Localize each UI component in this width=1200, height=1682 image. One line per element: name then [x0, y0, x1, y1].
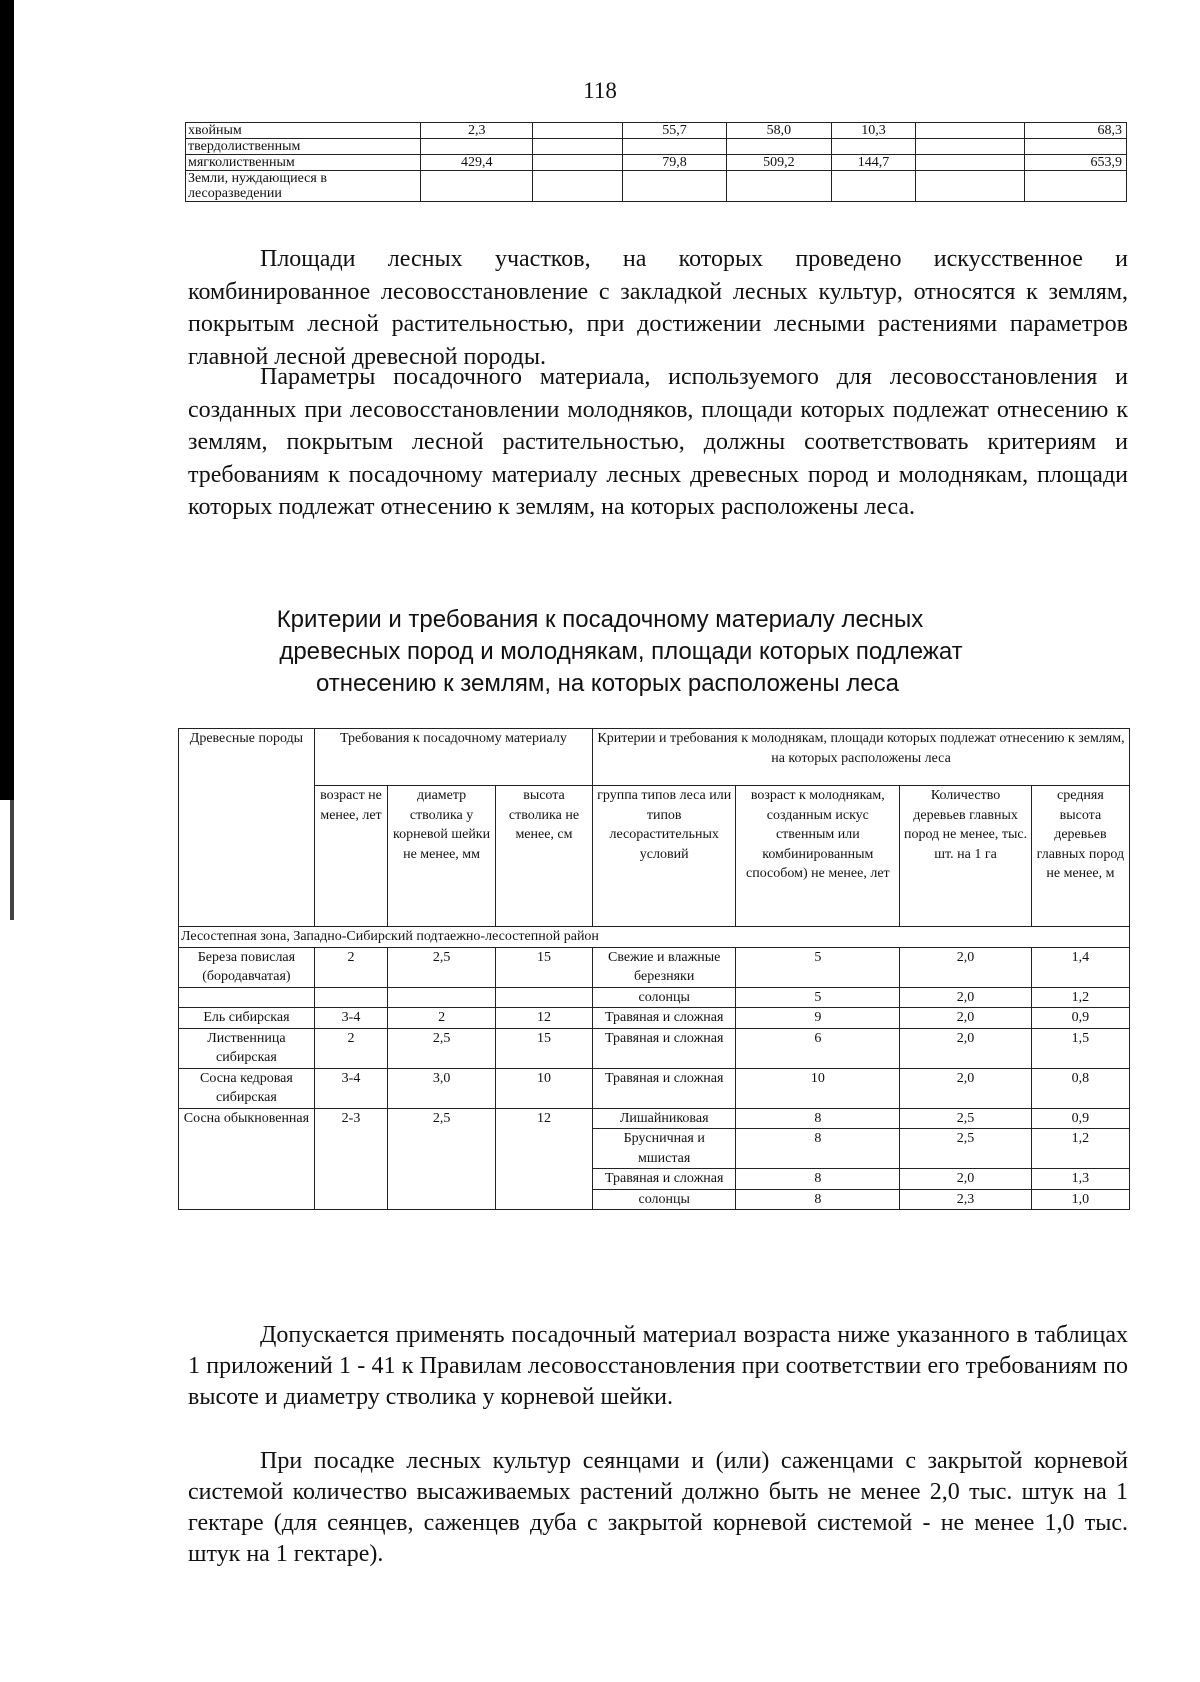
planting-height-empty [495, 987, 592, 1008]
mean-height: 1,5 [1031, 1028, 1129, 1068]
top-table-cell [533, 139, 622, 155]
top-table-cell: 79,8 [622, 155, 726, 171]
planting-height: 15 [495, 947, 592, 987]
youngstock-age: 8 [736, 1169, 900, 1190]
planting-diameter: 2 [388, 1008, 496, 1029]
top-table-cell [1025, 171, 1127, 202]
planting-age: 2 [314, 947, 387, 987]
forest-type: Травяная и сложная [593, 1008, 736, 1029]
top-table-cell [533, 123, 622, 139]
tree-count: 2,0 [900, 1169, 1032, 1190]
top-table-cell [831, 139, 916, 155]
planting-diameter-empty [388, 987, 496, 1008]
mean-height: 0,8 [1031, 1068, 1129, 1108]
forest-type: Травяная и сложная [593, 1169, 736, 1190]
mean-height: 1,2 [1031, 987, 1129, 1008]
top-table-cell: 653,9 [1025, 155, 1127, 171]
youngstock-age: 8 [736, 1108, 900, 1129]
species-row [179, 1068, 1130, 1108]
header-young-age: возраст к молоднякам, созданным искус ственным или комбинированным способом) не менее, лет [736, 786, 900, 927]
top-table-cell [727, 139, 831, 155]
header-tree-count: Количество деревьев главных пород не менее, тыс. шт. на 1 га [900, 786, 1032, 927]
top-table-cell: 2,3 [421, 123, 533, 139]
planting-diameter: 3,0 [388, 1068, 496, 1108]
planting-diameter: 2,5 [388, 1108, 496, 1210]
planting-age: 2 [314, 1028, 387, 1068]
mean-height: 0,9 [1031, 1008, 1129, 1029]
top-table-cell [916, 171, 1025, 202]
top-summary-table [185, 122, 1127, 202]
tree-count: 2,3 [900, 1189, 1032, 1210]
tree-count: 2,0 [900, 1068, 1032, 1108]
paragraph-planting-parameters: Параметры посадочного материала, используемого для лесовосстановления и созданных при лесовосстановлении молодняков, площади которых подлежат отнесению к землям, покрытым лесной растительностью, должны соответствовать критериям и требованиям к посадочному материалу лесных древесных пород и молоднякам, площади которых подлежат отнесению к землям, на которых расположены леса. [188, 364, 1128, 520]
youngstock-age: 9 [736, 1008, 900, 1029]
top-table-cell [622, 171, 726, 202]
youngstock-age: 6 [736, 1028, 900, 1068]
top-table-row-label: хвойным [186, 123, 421, 139]
criteria-table [178, 728, 1130, 1210]
top-table-cell: 509,2 [727, 155, 831, 171]
species-row [179, 1008, 1130, 1029]
youngstock-age: 5 [736, 987, 900, 1008]
species-row [179, 947, 1130, 987]
species-name: Сосна кедровая сибирская [179, 1068, 315, 1108]
youngstock-age: 10 [736, 1068, 900, 1108]
tree-count: 2,0 [900, 987, 1032, 1008]
mean-height: 0,9 [1031, 1108, 1129, 1129]
species-row [179, 1028, 1130, 1068]
top-table-cell [622, 139, 726, 155]
forest-type: Травяная и сложная [593, 1028, 736, 1068]
forest-type: Травяная и сложная [593, 1068, 736, 1108]
paragraph-planting-density: При посадке лесных культур сеянцами и (или) саженцами с закрытой корневой системой количество высаживаемых растений должно быть не менее 2,0 тыс. штук на 1 гектаре (для сеянцев, саженцев дуба с закрытой корневой системой - не менее 1,0 тыс. штук на 1 гектаре). [188, 1448, 1128, 1567]
forest-type: солонцы [593, 987, 736, 1008]
header-mean-height: средняя высота деревьев главных пород не менее, м [1031, 786, 1129, 927]
mean-height: 1,3 [1031, 1169, 1129, 1190]
planting-age: 3-4 [314, 1068, 387, 1108]
page-number: 118 [583, 78, 617, 103]
top-table-cell [916, 155, 1025, 171]
youngstock-age: 8 [736, 1129, 900, 1169]
forest-type: Свежие и влажные березняки [593, 947, 736, 987]
table-title-line-1: Критерии и требования к посадочному материалу лесных [276, 606, 924, 633]
mean-height: 1,4 [1031, 947, 1129, 987]
top-table-cell: 68,3 [1025, 123, 1127, 139]
planting-age: 2-3 [314, 1108, 387, 1210]
planting-diameter: 2,5 [388, 1028, 496, 1068]
top-table-cell: 429,4 [421, 155, 533, 171]
planting-height: 15 [495, 1028, 592, 1068]
table-title-line-3: отнесению к землям, на которых расположены леса [315, 670, 899, 697]
species-name: Береза повислая (бородавчатая) [179, 947, 315, 987]
planting-height: 12 [495, 1008, 592, 1029]
top-table-cell [916, 139, 1025, 155]
forest-type: солонцы [593, 1189, 736, 1210]
species-row [179, 1108, 1130, 1129]
species-name-empty [179, 987, 315, 1008]
zone-row: Лесостепная зона, Западно-Сибирский подтаежно-лесостепной район [179, 927, 1130, 948]
top-table-row [186, 139, 1127, 155]
top-table-cell: 10,3 [831, 123, 916, 139]
planting-height: 10 [495, 1068, 592, 1108]
top-table-row [186, 171, 1127, 202]
top-table-row-label: Земли, нуждающиеся в лесоразведении [186, 171, 421, 202]
top-table-cell: 58,0 [727, 123, 831, 139]
youngstock-age: 5 [736, 947, 900, 987]
species-name: Ель сибирская [179, 1008, 315, 1029]
planting-diameter: 2,5 [388, 947, 496, 987]
planting-age: 3-4 [314, 1008, 387, 1029]
tree-count: 2,0 [900, 947, 1032, 987]
table-title [0, 604, 1200, 700]
species-row [179, 987, 1130, 1008]
top-table-cell: 55,7 [622, 123, 726, 139]
header-planting-material: Требования к посадочному материалу [314, 729, 592, 786]
header-youngstock-criteria: Критерии и требования к молоднякам, площади которых подлежат отнесению к землям, на которых расположены леса [593, 729, 1130, 786]
top-table-cell [727, 171, 831, 202]
top-table-cell [1025, 139, 1127, 155]
top-table-cell [421, 171, 533, 202]
paragraph-planting-age-exception: Допускается применять посадочный материал возраста ниже указанного в таблицах 1 приложений 1 - 41 к Правилам лесовосстановления при соответствии его требованиям по высоте и диаметру стволика у корневой шейки. [188, 1322, 1128, 1410]
tree-count: 2,0 [900, 1028, 1032, 1068]
top-table-cell [533, 171, 622, 202]
top-table-cell [533, 155, 622, 171]
mean-height: 1,0 [1031, 1189, 1129, 1210]
forest-type: Лишайниковая [593, 1108, 736, 1129]
tree-count: 2,5 [900, 1129, 1032, 1169]
scan-edge-mark-lower [10, 800, 14, 920]
top-table-row-label: твердолиственным [186, 139, 421, 155]
top-table-cell [831, 171, 916, 202]
forest-type: Брусничная и мшистая [593, 1129, 736, 1169]
header-age: возраст не менее, лет [314, 786, 387, 927]
header-height: высота стволика не менее, см [495, 786, 592, 927]
top-table-row-label: мягколиственным [186, 155, 421, 171]
tree-count: 2,0 [900, 1008, 1032, 1029]
top-table-cell: 144,7 [831, 155, 916, 171]
species-name: Сосна обыкновенная [179, 1108, 315, 1210]
top-table-row [186, 123, 1127, 139]
youngstock-age: 8 [736, 1189, 900, 1210]
mean-height: 1,2 [1031, 1129, 1129, 1169]
species-name: Лиственница сибирская [179, 1028, 315, 1068]
planting-height: 12 [495, 1108, 592, 1210]
header-forest-type: группа типов леса или типов лесорастительных условий [593, 786, 736, 927]
top-table-cell [421, 139, 533, 155]
tree-count: 2,5 [900, 1108, 1032, 1129]
table-title-line-2: древесных пород и молоднякам, площади которых подлежат [279, 638, 963, 665]
planting-age-empty [314, 987, 387, 1008]
header-diameter: диаметр стволика у корневой шейки не менее, мм [388, 786, 496, 927]
top-table-cell [916, 123, 1025, 139]
top-table-row [186, 155, 1127, 171]
header-species: Древесные породы [179, 729, 315, 927]
paragraph-forest-area-definition: Площади лесных участков, на которых проведено искусственное и комбинированное лесовосстановление с закладкой лесных культур, относятся к землям, покрытым лесной растительностью, при достижении лесными растениями параметров главной лесной древесной породы. [188, 246, 1128, 370]
